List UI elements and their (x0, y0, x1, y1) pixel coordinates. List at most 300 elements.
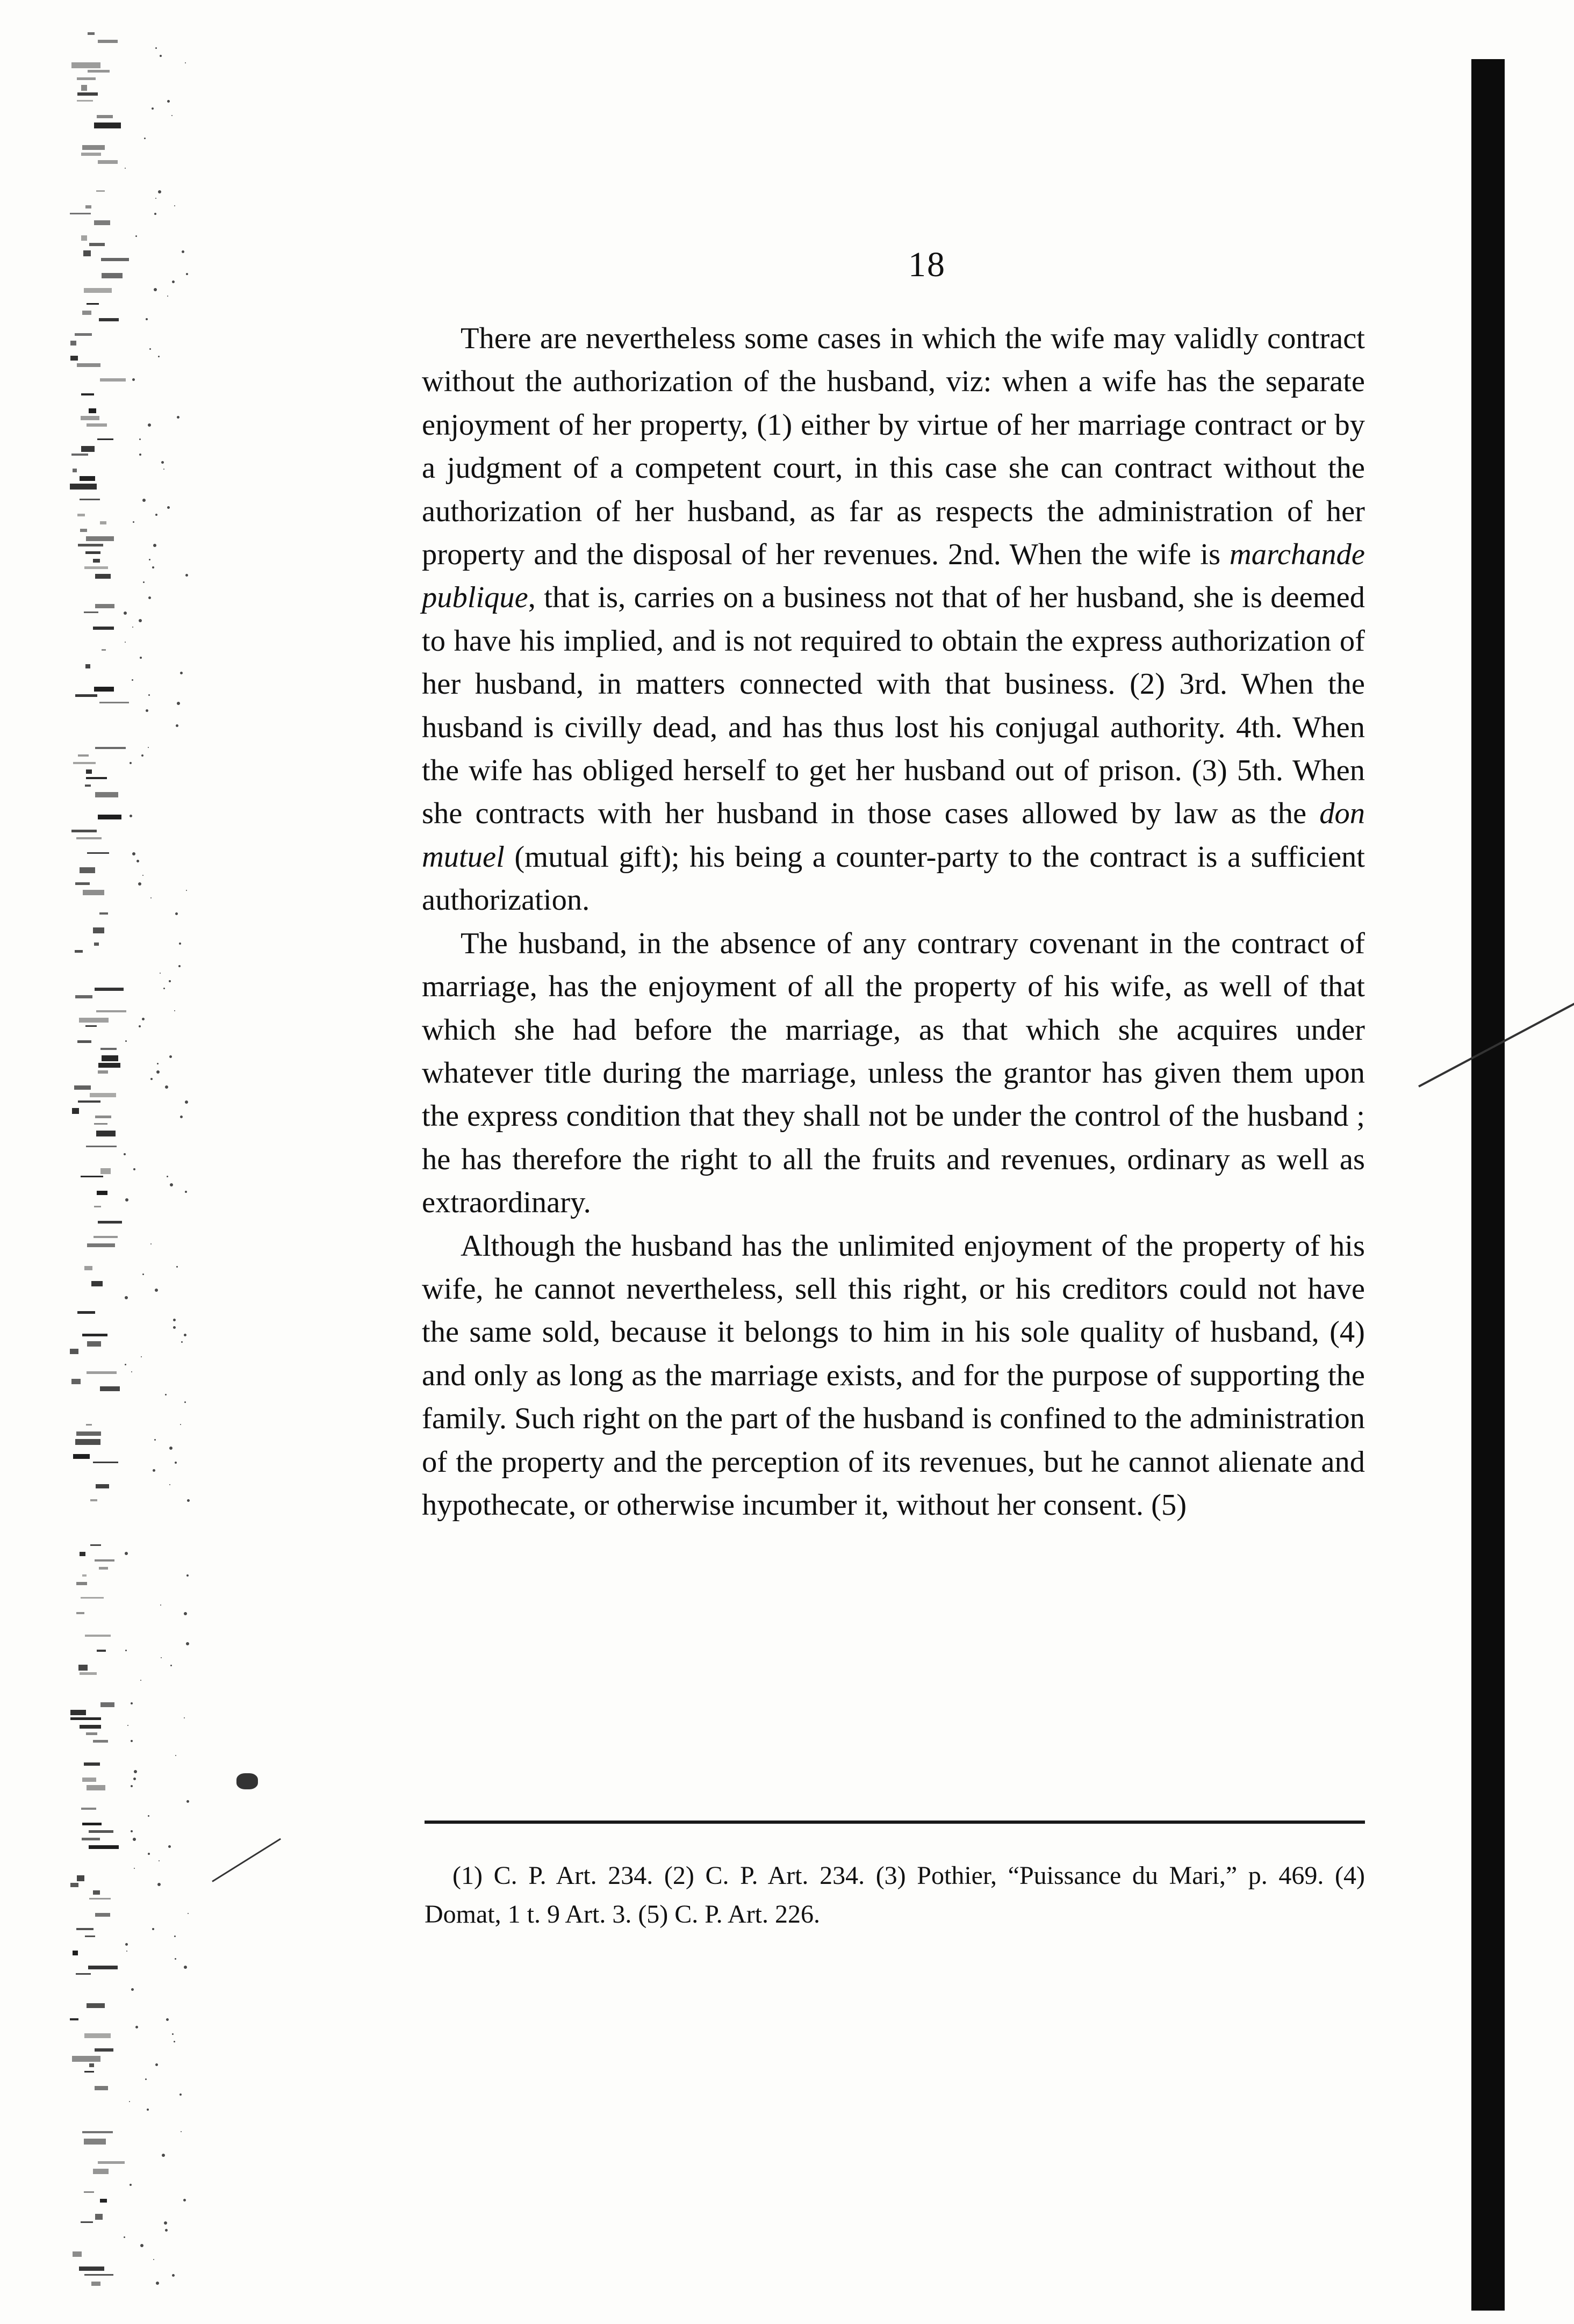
binding-speck (167, 100, 170, 103)
binding-mark (84, 611, 98, 613)
binding-speck (179, 2093, 182, 2096)
binding-speck (174, 1936, 176, 1937)
binding-mark (75, 882, 90, 885)
binding-mark (83, 890, 104, 895)
binding-speck (130, 762, 132, 764)
binding-speck (155, 2063, 158, 2066)
binding-mark (100, 1168, 111, 1174)
binding-speck (166, 2018, 169, 2021)
binding-mark (96, 1484, 109, 1488)
binding-speck (154, 213, 156, 215)
binding-speck (142, 1273, 144, 1275)
binding-speck (139, 619, 142, 622)
binding-speck (171, 115, 173, 116)
binding-speck (133, 521, 134, 523)
binding-mark (98, 1063, 120, 1068)
binding-mark (98, 2161, 125, 2164)
binding-mark (81, 446, 95, 452)
paragraph-exceptions-text-c: (mutual gift); his being a counter-party to the contract is a sufficient authorization. (422, 840, 1365, 917)
binding-mark (85, 1635, 111, 1637)
binding-mark (95, 988, 124, 991)
binding-speck (131, 1740, 133, 1742)
binding-mark (90, 1544, 101, 1546)
binding-mark (82, 1574, 87, 1577)
binding-mark (78, 754, 89, 757)
binding-mark (81, 235, 87, 241)
binding-mark (99, 318, 119, 321)
binding-mark (78, 544, 103, 546)
binding-speck (139, 1025, 141, 1027)
binding-mark (71, 830, 97, 832)
binding-speck (133, 1168, 135, 1170)
binding-mark (81, 1808, 96, 1810)
binding-mark (98, 40, 118, 43)
binding-speck (176, 1266, 178, 1268)
binding-mark (93, 2169, 109, 2174)
binding-speck (165, 1394, 167, 1395)
italic-term-don-mutuel: don mutuel (422, 797, 1365, 874)
binding-speck (125, 1296, 128, 1299)
binding-mark (86, 536, 114, 541)
binding-speck (153, 544, 156, 547)
binding-speck (170, 1183, 173, 1186)
binding-speck (155, 514, 157, 516)
paragraph-exceptions-text-a: There are nevertheless some cases in which the wife may validly contract without the authorization of the husband, viz: when a wife has the separate enjoyment of her property, (1) either by virtue of her marriage contract or by a judgment of a competent court, in this case she can contract without the authorization of her husband, as far as respects the administration of her property and the disposal of her revenues. 2nd. When the wife is (422, 322, 1365, 572)
binding-speck (179, 942, 181, 945)
binding-mark (81, 2221, 93, 2223)
binding-mark (70, 356, 78, 361)
binding-mark (97, 1191, 107, 1195)
binding-speck (130, 815, 132, 817)
binding-speck (150, 1243, 152, 1244)
binding-mark (95, 574, 111, 579)
binding-speck (175, 1755, 176, 1756)
binding-speck (124, 2236, 125, 2238)
binding-speck (173, 1319, 176, 1321)
binding-speck (184, 1612, 187, 1615)
binding-mark (95, 2214, 103, 2220)
binding-mark (86, 1424, 92, 1426)
binding-speck (134, 1770, 137, 1773)
binding-mark (75, 333, 92, 336)
binding-speck (169, 1484, 170, 1485)
binding-speck (156, 1070, 160, 1074)
binding-mark (82, 1838, 100, 1840)
binding-speck (125, 1943, 128, 1946)
binding-speck (133, 1778, 136, 1780)
binding-mark (80, 1672, 97, 1675)
binding-mark (82, 311, 91, 315)
binding-speck (140, 1680, 141, 1681)
binding-speck (155, 198, 156, 199)
binding-speck (153, 1469, 155, 1472)
binding-mark (93, 627, 114, 630)
binding-speck (142, 499, 146, 502)
binding-speck (135, 235, 137, 237)
binding-mark (80, 1725, 101, 1729)
binding-mark (80, 867, 95, 873)
binding-mark (95, 747, 126, 749)
binding-mark (85, 205, 91, 208)
binding-speck (154, 1439, 156, 1441)
binding-mark (98, 1070, 108, 1074)
footnotes (425, 1857, 1365, 1934)
binding-speck (180, 672, 183, 674)
binding-speck (165, 2229, 168, 2232)
binding-mark (73, 1951, 78, 1955)
binding-mark (79, 1018, 109, 1023)
binding-mark (88, 70, 110, 73)
stray-mark (212, 1838, 281, 1882)
binding-mark (75, 1439, 100, 1445)
binding-mark (89, 1845, 119, 1849)
binding-speck (172, 280, 175, 283)
binding-mark (85, 1025, 97, 1027)
binding-mark (75, 995, 92, 998)
binding-speck (131, 1702, 133, 1704)
binding-mark (86, 1732, 97, 1735)
binding-speck (132, 627, 133, 628)
binding-speck (145, 2078, 147, 2080)
binding-mark (80, 499, 100, 500)
binding-speck (152, 1928, 154, 1930)
binding-speck (158, 356, 160, 357)
binding-mark (88, 1966, 118, 1969)
binding-mark (76, 1973, 91, 1975)
binding-speck (186, 273, 188, 275)
stray-mark (236, 1773, 258, 1789)
binding-speck (161, 461, 164, 464)
binding-speck (134, 1868, 135, 1869)
binding-mark (98, 160, 118, 164)
binding-mark (87, 1243, 115, 1247)
paragraph-husband-enjoyment: The husband, in the absence of any contrary covenant in the contract of marriage, has the enjoyment of all the property of his wife, as well of that which she had before the marriage, as that which she acquires under whatever title during the marriage, unless the grantor has given them upon the express condition that they shall not be under the control of the husband ; he has therefore the right to all the fruits and revenues, ordinary as well as extraordinary. (422, 926, 1365, 1220)
binding-mark (84, 1762, 100, 1766)
binding-mark (102, 1055, 118, 1061)
binding-mark (70, 1710, 86, 1715)
binding-mark (70, 1349, 78, 1354)
binding-mark (86, 769, 92, 774)
binding-speck (143, 581, 145, 583)
binding-mark (70, 1883, 78, 1887)
binding-mark (84, 1266, 92, 1270)
binding-speck (157, 1883, 161, 1886)
binding-speck (167, 1176, 168, 1177)
binding-speck (185, 62, 186, 63)
binding-mark (84, 2274, 113, 2276)
binding-mark (85, 551, 100, 554)
binding-mark (98, 1221, 122, 1224)
binding-speck (146, 709, 148, 712)
binding-mark (83, 250, 91, 256)
binding-mark (77, 100, 93, 102)
binding-speck (139, 438, 141, 440)
binding-speck (149, 348, 151, 350)
binding-mark (90, 1499, 97, 1501)
footnote-text: (1) C. P. Art. 234. (2) C. P. Art. 234. (3) Pothier, “Puissance du Mari,” p. 469. (4) Domat, 1 t. 9 Art. 3. (5) C. P. Art. 226. (425, 1861, 1365, 1929)
binding-speck (152, 566, 154, 569)
binding-mark (93, 559, 100, 563)
italic-term-marchande-publique: marchande publique (422, 538, 1365, 615)
binding-mark (90, 1093, 116, 1097)
binding-speck (186, 1800, 189, 1803)
paragraph-husband-rights: Although the husband has the unlimited enjoyment of the property of his wife, he cannot nevertheless, sell this right, or his creditors could not have the same sold, because it belongs to him in his sole quality of husband, (4) and only as long as the marriage exists, and for the purpose of supporting the family. Such right on the part of the husband is confined to the administration of the property and the perception of its revenues, but he cannot alienate and hypothecate, or otherwise incumber it, without her consent. (5) (422, 1229, 1365, 1522)
binding-speck (132, 852, 135, 855)
binding-mark (74, 1085, 91, 1090)
binding-mark (102, 273, 123, 278)
binding-speck (141, 1356, 142, 1357)
binding-mark (70, 213, 91, 214)
paragraph-exceptions (422, 317, 1365, 922)
binding-mark (100, 521, 106, 524)
binding-speck (125, 1040, 127, 1042)
binding-speck (142, 1018, 145, 1020)
binding-mark (82, 1334, 107, 1336)
binding-mark (94, 942, 99, 946)
binding-speck (148, 747, 149, 748)
binding-mark (93, 1740, 108, 1743)
binding-speck (168, 1845, 171, 1848)
binding-speck (167, 506, 170, 509)
binding-mark (84, 288, 112, 293)
binding-mark (82, 2131, 113, 2133)
binding-speck (181, 1341, 183, 1343)
binding-mark (77, 92, 98, 96)
binding-speck (180, 1424, 181, 1425)
binding-mark (95, 1559, 114, 1562)
binding-mark (87, 423, 107, 427)
binding-mark (100, 1048, 117, 1050)
binding-speck (173, 1326, 176, 1329)
binding-mark (79, 2267, 104, 2271)
binding-mark (97, 438, 113, 440)
binding-speck (135, 2026, 138, 2028)
binding-mark (93, 1890, 100, 1895)
binding-speck (124, 1153, 126, 1155)
binding-speck (131, 1785, 133, 1787)
binding-mark (82, 1823, 102, 1825)
binding-mark (84, 2139, 106, 2145)
binding-mark (70, 341, 76, 346)
binding-speck (150, 897, 152, 898)
binding-mark (84, 2191, 94, 2193)
body-text (422, 317, 1365, 1527)
binding-speck (148, 694, 150, 696)
page-edge-shadow (1471, 59, 1505, 2311)
binding-speck (132, 679, 133, 681)
binding-speck (186, 890, 187, 891)
binding-mark (93, 1462, 118, 1463)
binding-speck (183, 2199, 186, 2201)
binding-mark (87, 1785, 105, 1790)
binding-mark (75, 694, 97, 697)
binding-speck (175, 912, 178, 915)
binding-speck (184, 1966, 187, 1969)
binding-mark (77, 514, 85, 516)
binding-mark (73, 762, 96, 764)
binding-mark (94, 1123, 107, 1125)
binding-mark (89, 1830, 113, 1833)
binding-mark (89, 408, 96, 413)
binding-mark (76, 1431, 101, 1436)
binding-mark (95, 604, 114, 608)
binding-speck (153, 2259, 154, 2260)
binding-mark (89, 243, 105, 246)
binding-mark (80, 529, 87, 532)
binding-mark (77, 1311, 95, 1314)
binding-mark (81, 85, 87, 91)
binding-mark (85, 1936, 95, 1937)
binding-gutter (70, 32, 193, 2289)
binding-speck (177, 702, 180, 705)
binding-speck (186, 1574, 189, 1577)
binding-speck (148, 1815, 149, 1817)
binding-speck (174, 205, 175, 206)
binding-mark (95, 1116, 111, 1118)
binding-speck (125, 1198, 128, 1201)
binding-mark (77, 1040, 91, 1043)
binding-mark (81, 1597, 104, 1599)
binding-mark (87, 1371, 117, 1374)
binding-mark (95, 1913, 110, 1917)
binding-speck (138, 882, 141, 886)
binding-mark (70, 2018, 78, 2020)
binding-mark (89, 2063, 94, 2067)
binding-speck (163, 469, 164, 470)
binding-speck (167, 296, 168, 297)
binding-mark (96, 190, 105, 192)
binding-mark (84, 2033, 111, 2038)
binding-mark (87, 852, 109, 854)
binding-mark (99, 912, 108, 915)
binding-speck (184, 1334, 186, 1336)
binding-speck (169, 1055, 172, 1058)
binding-speck (180, 1116, 183, 1118)
binding-mark (88, 32, 95, 35)
binding-speck (160, 1605, 161, 1606)
binding-speck (125, 1650, 127, 1651)
binding-speck (124, 611, 127, 615)
binding-mark (84, 2071, 94, 2073)
binding-speck (148, 596, 151, 599)
binding-speck (170, 1665, 172, 1666)
binding-mark (75, 950, 83, 953)
binding-speck (187, 1499, 190, 1502)
binding-speck (165, 1085, 168, 1089)
binding-speck (172, 2274, 175, 2277)
binding-mark (91, 1281, 103, 1286)
binding-speck (150, 1078, 153, 1080)
binding-mark (97, 1650, 106, 1652)
binding-mark (77, 77, 96, 80)
binding-mark (72, 2056, 100, 2062)
binding-speck (130, 2184, 132, 2186)
binding-mark (84, 566, 108, 569)
binding-mark (73, 469, 77, 472)
binding-speck (162, 2154, 165, 2157)
binding-mark (80, 1552, 85, 1556)
binding-mark (73, 2251, 82, 2257)
binding-speck (156, 2282, 159, 2285)
binding-speck (127, 1725, 128, 1726)
binding-speck (125, 1364, 126, 1365)
binding-speck (141, 754, 143, 757)
binding-mark (96, 1131, 116, 1136)
binding-speck (164, 2221, 167, 2225)
binding-mark (70, 484, 97, 490)
binding-mark (77, 363, 100, 367)
binding-mark (82, 1778, 96, 1782)
binding-speck (159, 1860, 160, 1861)
binding-mark (72, 1108, 79, 1114)
binding-speck (136, 860, 139, 862)
binding-speck (174, 1010, 175, 1011)
binding-mark (76, 837, 102, 839)
binding-mark (100, 1702, 114, 1707)
binding-speck (182, 250, 184, 253)
binding-speck (131, 1371, 132, 1372)
binding-speck (157, 1063, 159, 1064)
binding-speck (140, 2244, 143, 2247)
page-number: 18 (908, 245, 946, 284)
binding-speck (126, 1951, 127, 1952)
binding-mark (76, 1582, 87, 1585)
binding-mark (99, 702, 129, 703)
binding-speck (172, 2033, 174, 2035)
binding-speck (174, 2041, 175, 2042)
binding-speck (175, 1958, 176, 1960)
binding-mark (87, 2003, 105, 2008)
binding-mark (76, 1612, 84, 1614)
binding-mark (96, 1010, 126, 1012)
binding-speck (177, 416, 179, 419)
binding-speck (161, 1657, 162, 1658)
binding-mark (94, 220, 110, 225)
binding-mark (95, 2048, 113, 2052)
binding-mark (95, 792, 118, 797)
binding-speck (149, 559, 150, 560)
binding-speck (129, 2101, 130, 2102)
binding-mark (76, 1928, 94, 1930)
binding-mark (81, 416, 99, 420)
binding-mark (87, 303, 99, 305)
binding-speck (186, 1642, 189, 1645)
binding-mark (100, 1386, 120, 1391)
binding-mark (95, 2086, 108, 2090)
binding-speck (152, 107, 154, 110)
binding-mark (94, 123, 121, 128)
binding-speck (140, 657, 142, 659)
binding-mark (86, 777, 107, 779)
binding-mark (89, 1898, 111, 1900)
binding-mark (94, 1206, 101, 1207)
binding-speck (146, 318, 148, 320)
binding-speck (155, 47, 157, 49)
binding-speck (125, 642, 126, 643)
binding-mark (91, 2282, 100, 2286)
binding-speck (144, 138, 146, 139)
binding-mark (78, 1100, 100, 1103)
binding-speck (148, 1853, 150, 1855)
binding-mark (99, 1567, 108, 1570)
binding-speck (158, 190, 161, 193)
binding-mark (100, 378, 126, 382)
binding-mark (81, 153, 101, 156)
binding-mark (93, 927, 104, 933)
binding-speck (160, 973, 161, 974)
binding-speck (160, 55, 162, 57)
binding-speck (154, 288, 157, 291)
